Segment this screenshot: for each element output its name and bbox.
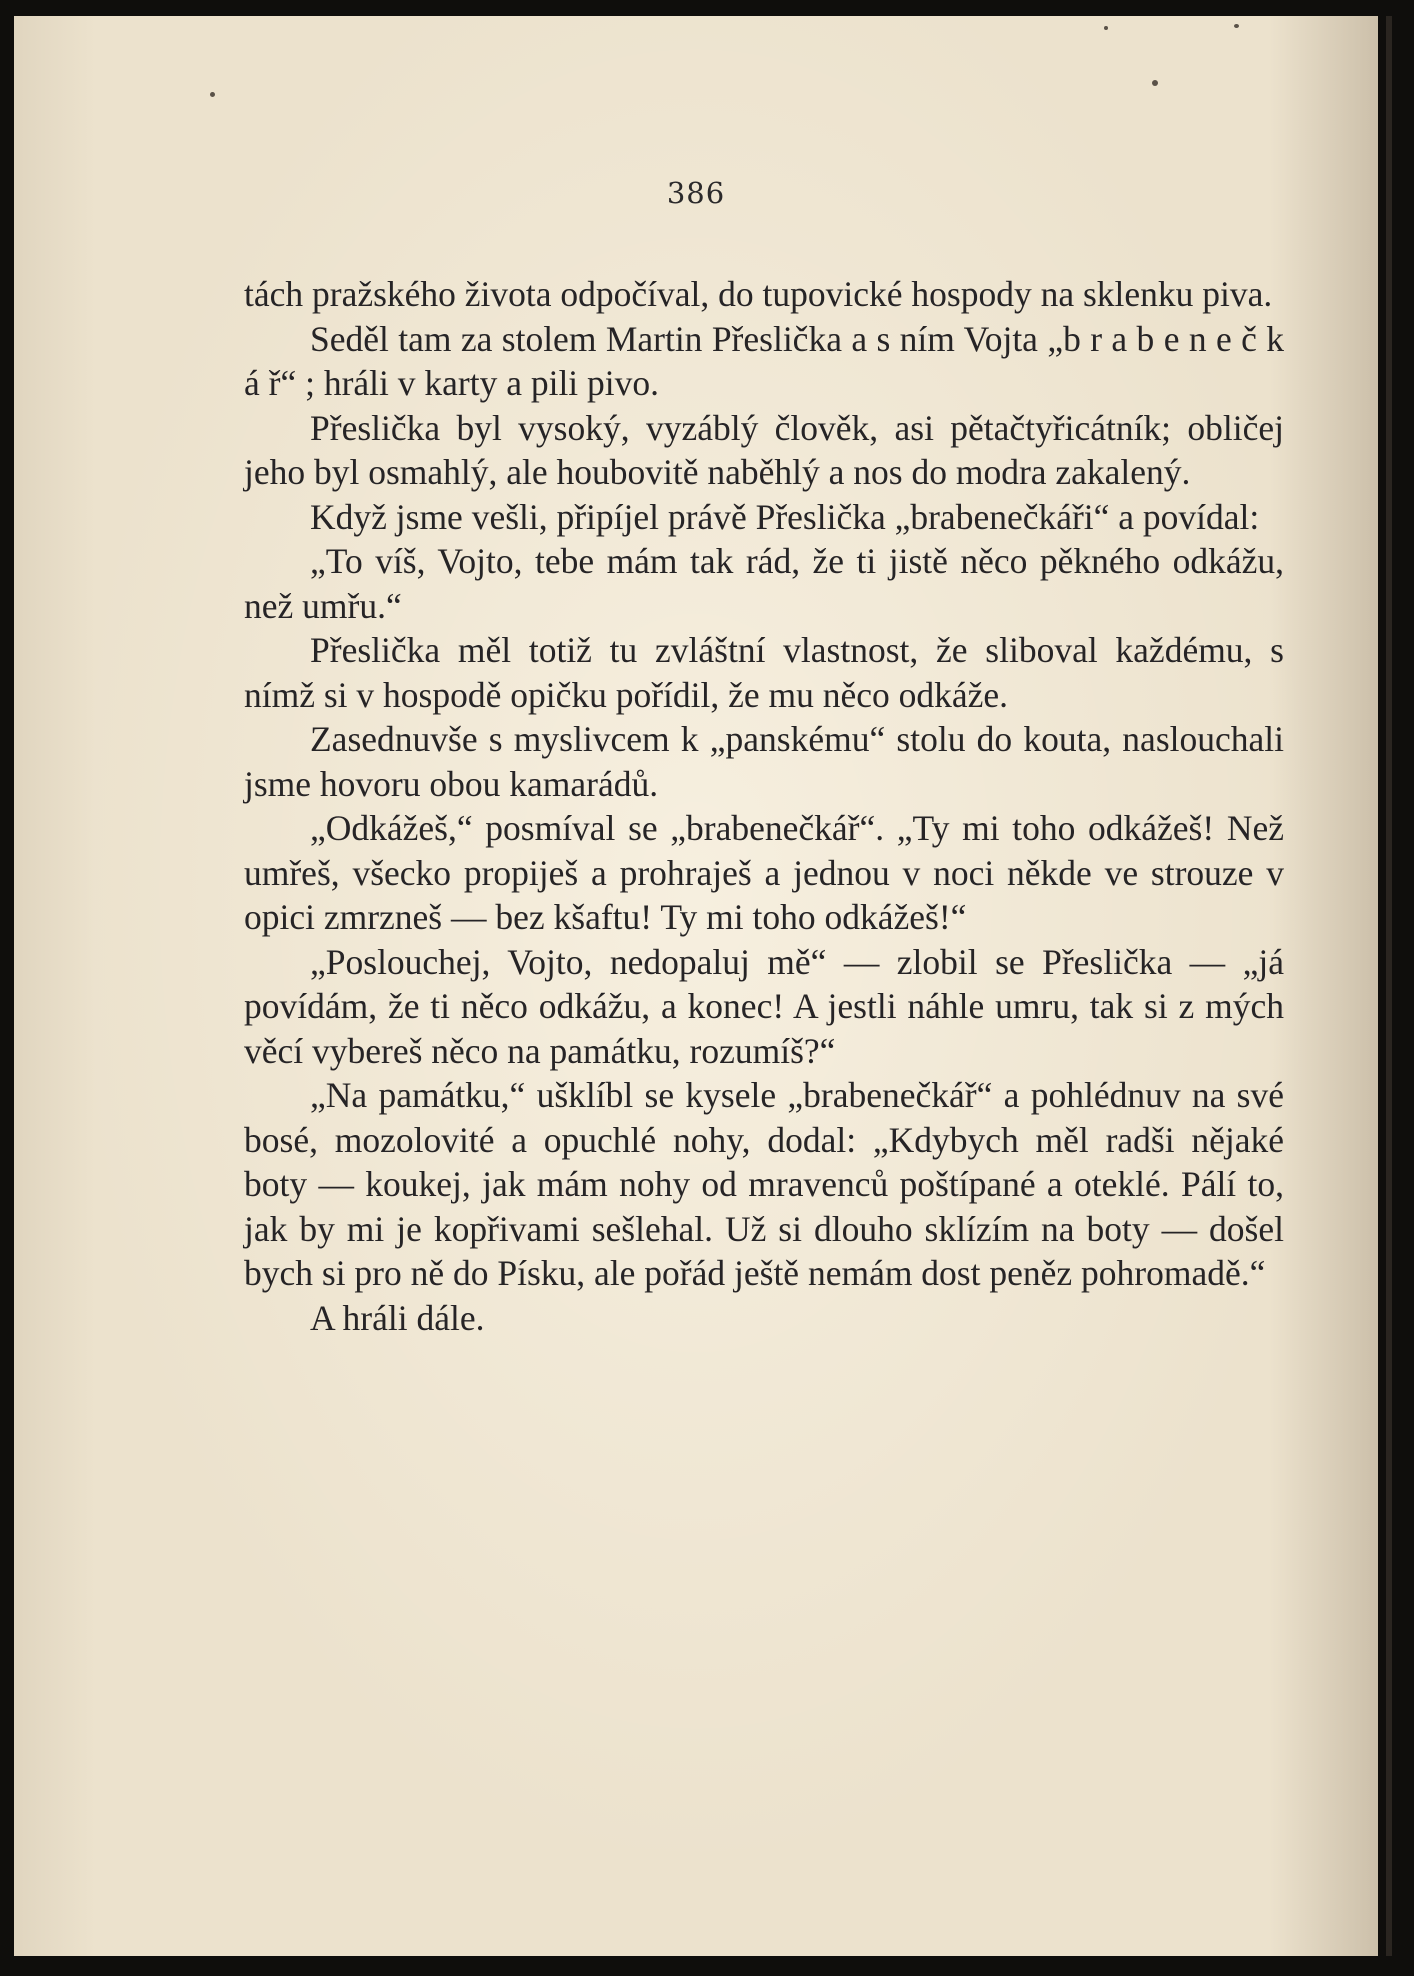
paper-speck — [1234, 24, 1239, 28]
paragraph-10: „Na památku,“ ušklíbl se kysele „brabenečkář“ a pohlédnuv na své bosé, mozolovité a opuchlé nohy, dodal: „Kdybych měl radši nějaké boty — koukej, jak mám nohy od mravenců poštípané a oteklé. Pálí to, jak by mi je kopřivami sešlehal. Už si dlouho sklízím na boty — došel bych si pro ně do Písku, ale pořád ještě nemám dost peněz pohromadě.“ — [244, 1075, 1284, 1293]
paragraph-11: A hráli dále. — [310, 1297, 485, 1338]
paragraph-2: Seděl tam za stolem Martin Přeslička a s ním Vojta „b r a b e n e č k á ř“ ; hráli v karty a pili pivo. — [244, 318, 1284, 403]
paragraph-9: „Poslouchej, Vojto, nedopaluj mě“ — zlobil se Přeslička — „já povídám, že ti něco odkážu, a konec! A jestli náhle umru, tak si z mých věcí vybereš něco na památku, rozumíš?“ — [244, 941, 1284, 1071]
body-text — [244, 272, 1284, 1340]
paragraph-6: Přeslička měl totiž tu zvláštní vlastnost, že sliboval každému, s nímž si v hospodě opičku pořídil, že mu něco odkáže. — [244, 630, 1284, 715]
paragraph-3: Přeslička byl vysoký, vyzáblý člověk, asi pětačtyřicátník; obličej jeho byl osmahlý, ale houbovitě naběhlý a nos do modra zakalený. — [244, 407, 1284, 492]
paragraph-8: „Odkážeš,“ posmíval se „brabenečkář“. „Ty mi toho odkážeš! Než umřeš, všecko propiješ a prohraješ a jednou v noci někde ve strouze v opici zmrzneš — bez kšaftu! Ty mi toho odkážeš!“ — [244, 808, 1284, 937]
paper-speck — [210, 92, 215, 97]
book-page — [14, 16, 1378, 1956]
paragraph-7: Zasednuvše s myslivcem k „panskému“ stolu do kouta, naslouchali jsme hovoru obou kamarádů. — [244, 719, 1284, 804]
paragraph-1: tách pražského života odpočíval, do tupovické hospody na sklenku piva. — [244, 274, 1273, 314]
paper-speck — [1104, 26, 1108, 30]
paragraph-5: „To víš, Vojto, tebe mám tak rád, že ti jistě něco pěkného odkážu, než umřu.“ — [244, 541, 1284, 626]
paper-speck — [1152, 80, 1158, 86]
paragraph-4: Když jsme vešli, připíjel právě Přeslička „brabenečkáři“ a povídal: — [310, 496, 1260, 537]
page-edge-shadow — [1386, 16, 1392, 1956]
page-number: 386 — [666, 176, 726, 210]
